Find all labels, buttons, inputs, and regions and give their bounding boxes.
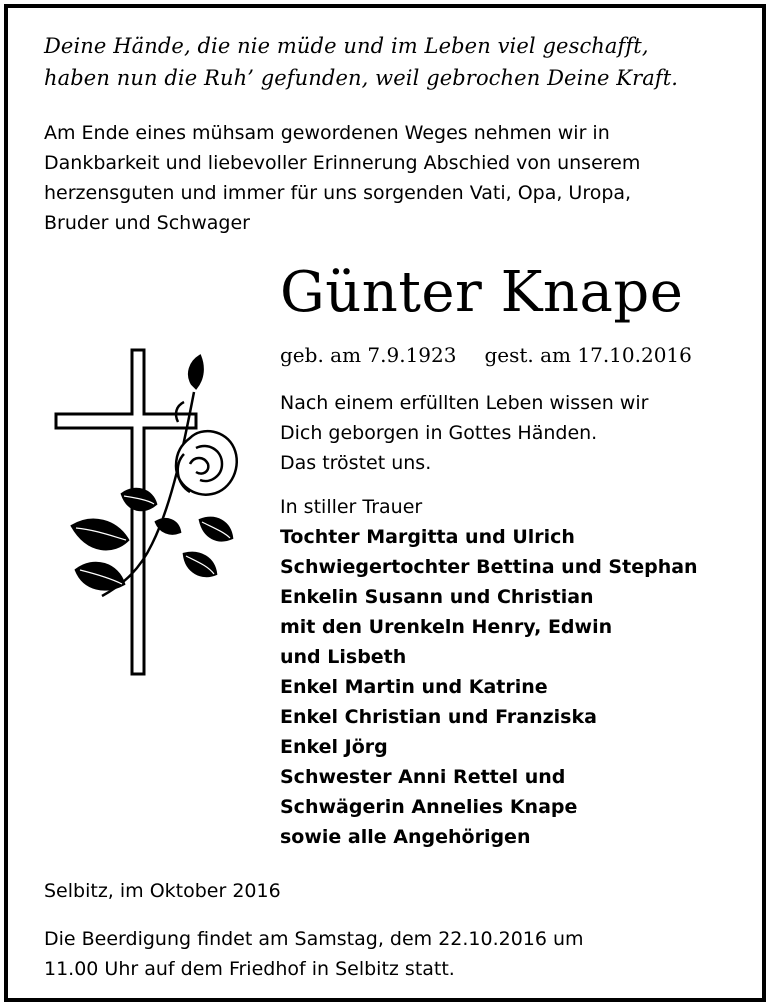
mourner-line: sowie alle Angehörigen xyxy=(280,826,531,848)
mourners-list xyxy=(280,492,760,852)
place-date: Selbitz, im Oktober 2016 xyxy=(44,880,281,902)
comfort-line: Nach einem erfüllten Leben wissen wir xyxy=(280,392,649,414)
deceased-name: Günter Knape xyxy=(280,260,684,325)
intro-text xyxy=(44,118,764,238)
mourner-line: Enkel Martin und Katrine xyxy=(280,676,548,698)
poem-line: Deine Hände, die nie müde und im Leben viel geschafft, xyxy=(44,34,649,58)
mourner-line: Tochter Margitta und Ulrich xyxy=(280,526,575,548)
mourning-intro: In stiller Trauer xyxy=(280,496,423,518)
comfort-text xyxy=(280,388,760,478)
intro-line: herzensguten und immer für uns sorgenden Vati, Opa, Uropa, xyxy=(44,182,632,204)
cross-with-rose-icon xyxy=(44,344,254,684)
mourner-line: Schwester Anni Rettel und xyxy=(280,766,566,788)
mourner-line: Enkel Jörg xyxy=(280,736,388,758)
death-date: gest. am 17.10.2016 xyxy=(484,343,692,367)
funeral-notice xyxy=(44,924,764,984)
funeral-line: 11.00 Uhr auf dem Friedhof in Selbitz statt. xyxy=(44,958,455,980)
mourner-line: Schwiegertochter Bettina und Stephan xyxy=(280,556,698,578)
birth-date: geb. am 7.9.1923 xyxy=(280,343,457,367)
intro-line: Bruder und Schwager xyxy=(44,212,250,234)
mourner-line: und Lisbeth xyxy=(280,646,407,668)
mourner-line: mit den Urenkeln Henry, Edwin xyxy=(280,616,613,638)
poem-line: haben nun die Ruh’ gefunden, weil gebrochen Deine Kraft. xyxy=(44,66,679,90)
mourner-line: Enkelin Susann und Christian xyxy=(280,586,594,608)
mourner-line: Enkel Christian und Franziska xyxy=(280,706,597,728)
life-dates xyxy=(280,340,692,370)
intro-line: Dankbarkeit und liebevoller Erinnerung Abschied von unserem xyxy=(44,152,641,174)
poem-verse xyxy=(44,30,754,94)
funeral-line: Die Beerdigung findet am Samstag, dem 22.10.2016 um xyxy=(44,928,584,950)
comfort-line: Das tröstet uns. xyxy=(280,452,432,474)
mourner-line: Schwägerin Annelies Knape xyxy=(280,796,578,818)
comfort-line: Dich geborgen in Gottes Händen. xyxy=(280,422,598,444)
obituary-frame xyxy=(4,4,766,1002)
intro-line: Am Ende eines mühsam gewordenen Weges nehmen wir in xyxy=(44,122,610,144)
